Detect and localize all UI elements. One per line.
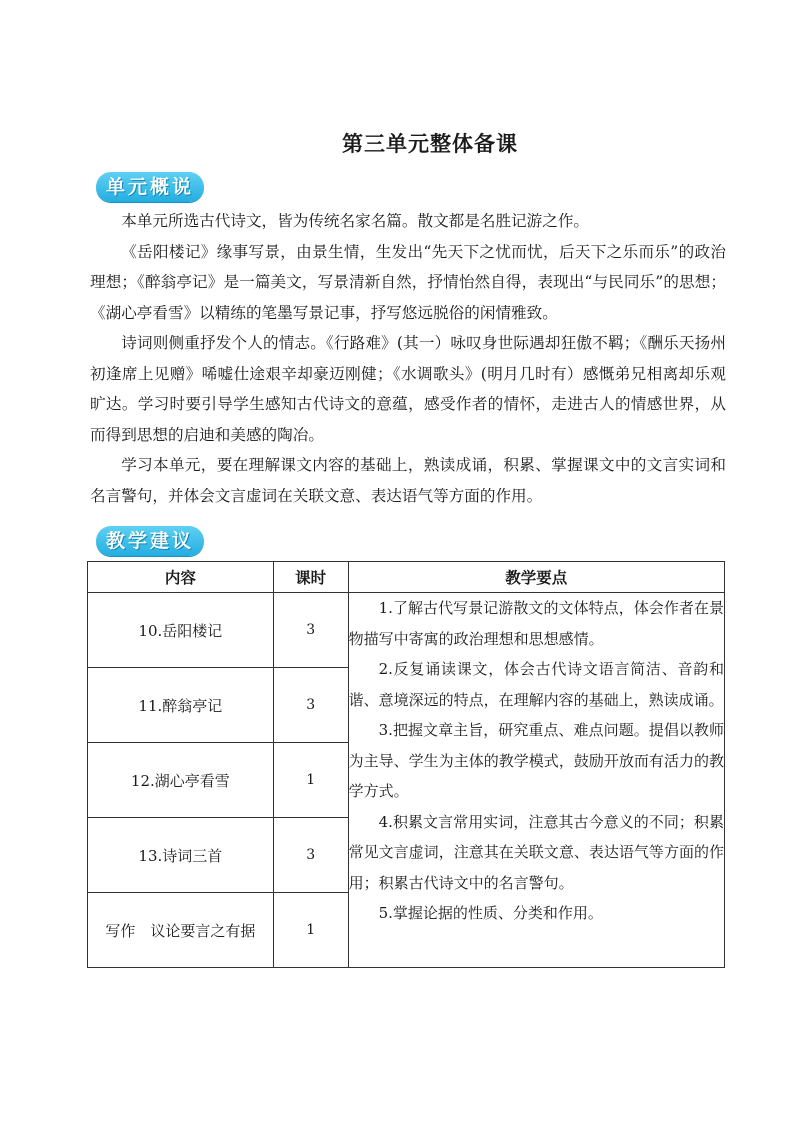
lesson-hours: 3: [273, 668, 348, 743]
header-key-points: 教学要点: [348, 562, 724, 593]
lesson-content: 10.岳阳楼记: [88, 593, 274, 668]
lesson-hours: 1: [273, 893, 348, 968]
key-point: 1.了解古代写景记游散文的文体特点，体会作者在景物描写中寄寓的政治理想和思想感情。: [348, 599, 724, 648]
key-point: 2.反复诵读课文，体会古代诗文语言简洁、音韵和谐、意境深远的特点，在理解内容的基础上，熟读成诵。: [348, 660, 724, 709]
intro-paragraph: 诗词则侧重抒发个人的情志。《行路难》(其一）咏叹身世际遇却狂傲不羁；《酬乐天扬州初逢席上见赠》唏嘘仕途艰辛却豪迈刚健；《水调歌头》(明月几时有）感慨弟兄相离却乐观旷达。学习时要引导学生感知古代诗文的意蕴，感受作者的情怀，走进古人的情感世界，从而得到思想的启迪和美感的陶冶。: [90, 334, 726, 444]
table-row: [88, 593, 725, 668]
section-badge-overview: 单元概说: [96, 172, 204, 202]
lesson-content: 11.醉翁亭记: [88, 668, 274, 743]
table-header-row: [88, 562, 725, 593]
header-hours: 课时: [273, 562, 348, 593]
lesson-content: 12.湖心亭看雪: [88, 743, 274, 818]
intro-paragraph: 本单元所选古代诗文，皆为传统名家名篇。散文都是名胜记游之作。: [121, 212, 590, 230]
lesson-content: 写作 议论要言之有据: [88, 893, 274, 968]
intro-paragraph: 学习本单元，要在理解课文内容的基础上，熟读成诵，积累、掌握课文中的文言实词和名言警句，并体会文言虚词在关联文意、表达语气等方面的作用。: [90, 456, 726, 505]
intro-paragraph: 《岳阳楼记》缘事写景，由景生情，生发出“先天下之忧而忧，后天下之乐而乐”的政治理想；《醉翁亭记》是一篇美文，写景清新自然，抒情怡然自得，表现出“与民同乐”的思想；《湖心亭看雪》以精练的笔墨写景记事，抒写悠远脱俗的闲情雅致。: [90, 242, 726, 322]
lesson-content: 13.诗词三首: [88, 818, 274, 893]
header-content: 内容: [88, 562, 274, 593]
key-point: 4.积累文言常用实词，注意其古今意义的不同；积累常见文言虚词，注意其在关联文意、表达语气等方面的作用；积累古代诗文中的名言警句。: [348, 812, 724, 892]
key-point: 3.把握文章主旨，研究重点、难点问题。提倡以教师为主导、学生为主体的教学模式，鼓励开放而有活力的教学方式。: [348, 721, 724, 800]
unit-overview-text: [90, 206, 726, 511]
key-point: 5.掌握论据的性质、分类和作用。: [378, 904, 603, 922]
lesson-hours: 3: [273, 593, 348, 668]
section-badge-suggestions: 教学建议: [96, 526, 204, 556]
page-title: 第三单元整体备课: [342, 131, 518, 156]
lesson-hours: 1: [273, 743, 348, 818]
lesson-hours: 3: [273, 818, 348, 893]
key-points-cell: [348, 593, 724, 968]
teaching-plan-table: [87, 561, 725, 968]
